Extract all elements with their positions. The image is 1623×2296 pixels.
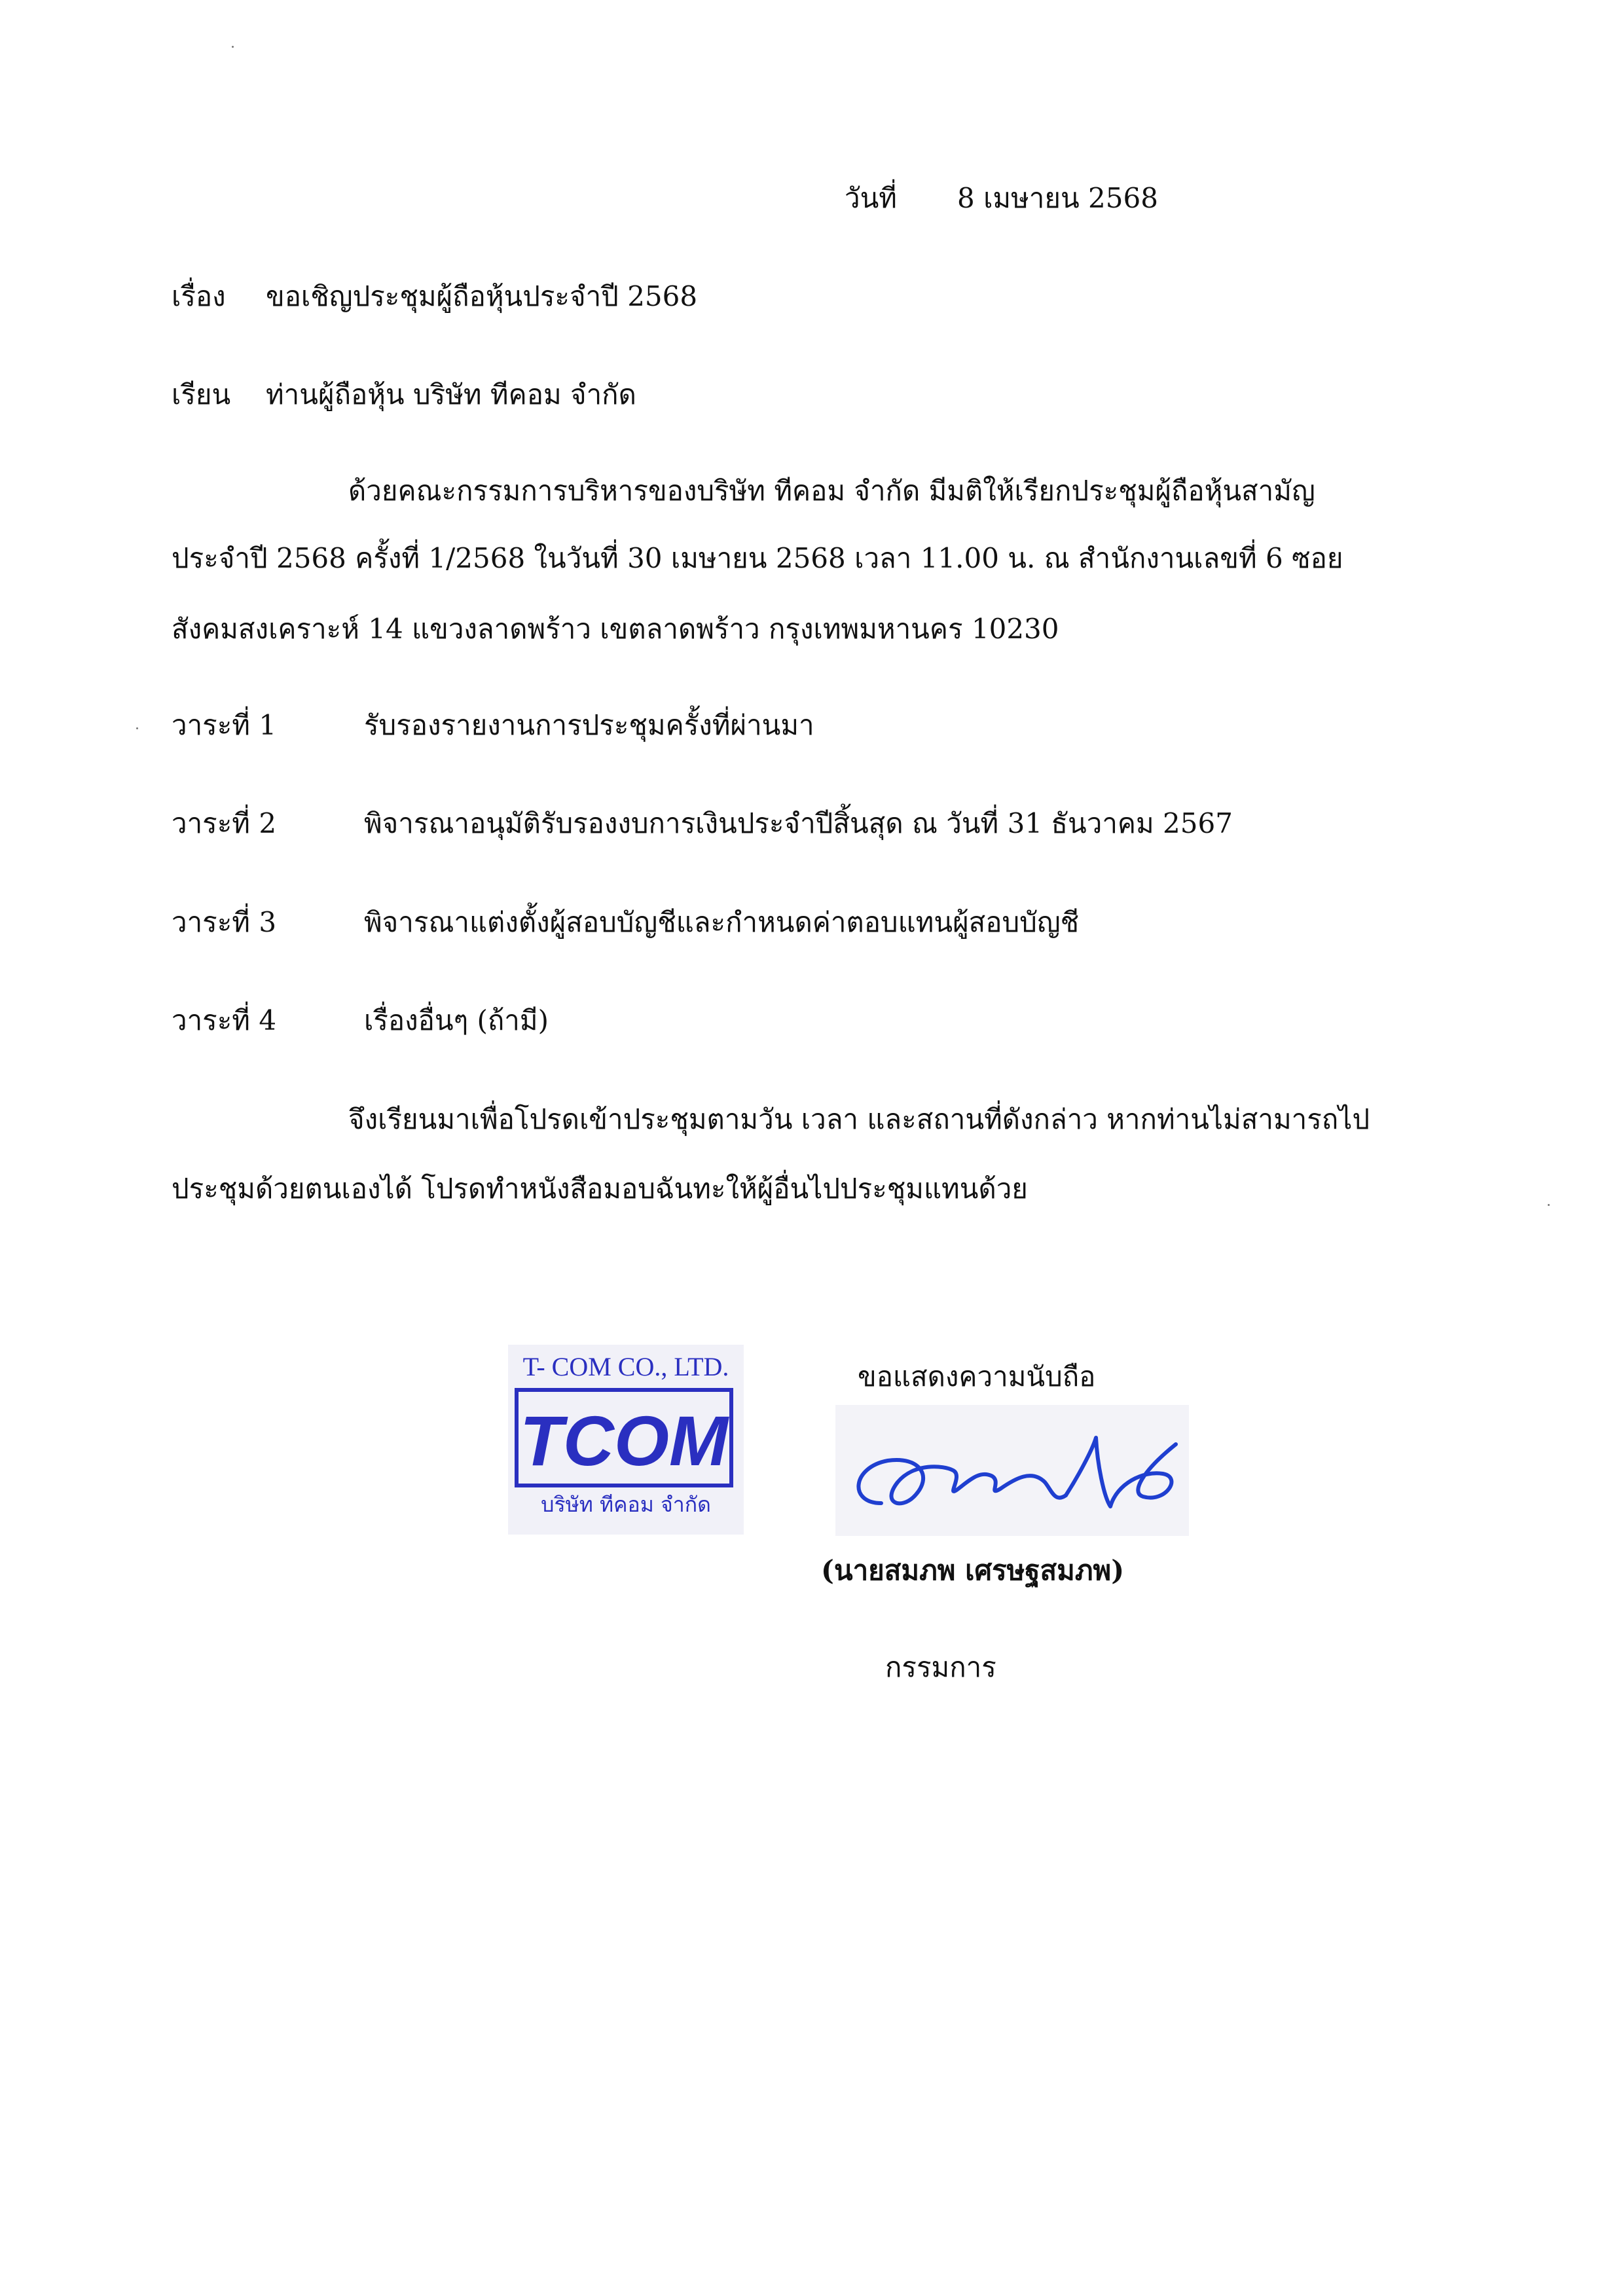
agenda-item-text: รับรองรายงานการประชุมครั้งที่ผ่านมา [364, 709, 814, 741]
recipient-text: ท่านผู้ถือหุ้น บริษัท ทีคอม จำกัด [266, 378, 636, 410]
page-speck [136, 727, 138, 729]
page-speck [232, 46, 234, 48]
subject-text: ขอเชิญประชุมผู้ถือหุ้นประจำปี 2568 [266, 280, 698, 312]
date-value: 8 เมษายน 2568 [957, 182, 1158, 214]
closing-paragraph-line: จึงเรียนมาเพื่อโปรดเข้าประชุมตามวัน เวลา และสถานที่ดังกล่าว หากท่านไม่สามารถไป [348, 1103, 1370, 1135]
page-speck [1548, 1204, 1550, 1206]
signer-title: กรรมการ [885, 1651, 996, 1683]
agenda-item-text: พิจารณาอนุมัติรับรองงบการเงินประจำปีสิ้นสุด ณ วันที่ 31 ธันวาคม 2567 [364, 807, 1233, 839]
subject-label: เรื่อง [172, 280, 226, 312]
agenda-item-label: วาระที่ 4 [172, 1004, 277, 1036]
stamp-logo-text: TCOM [520, 1401, 728, 1480]
company-stamp [508, 1345, 744, 1535]
regards-text: ขอแสดงความนับถือ [858, 1360, 1096, 1393]
date-label: วันที่ [845, 182, 897, 214]
signer-name: (นายสมภพ เศรษฐสมภพ) [821, 1554, 1125, 1586]
recipient-label: เรียน [172, 378, 231, 410]
agenda-item-text: พิจารณาแต่งตั้งผู้สอบบัญชีและกำหนดค่าตอบแทนผู้สอบบัญชี [364, 906, 1080, 938]
body-paragraph-line: สังคมสงเคราะห์ 14 แขวงลาดพร้าว เขตลาดพร้าว กรุงเทพมหานคร 10230 [172, 613, 1059, 645]
agenda-item-label: วาระที่ 2 [172, 807, 277, 839]
closing-paragraph-line: ประชุมด้วยตนเองได้ โปรดทำหนังสือมอบฉันทะให้ผู้อื่นไปประชุมแทนด้วย [172, 1173, 1028, 1205]
agenda-item-label: วาระที่ 3 [172, 906, 277, 938]
agenda-item-text: เรื่องอื่นๆ (ถ้ามี) [364, 1004, 549, 1036]
stamp-logo [515, 1388, 733, 1487]
body-paragraph-line: ประจำปี 2568 ครั้งที่ 1/2568 ในวันที่ 30 เมษายน 2568 เวลา 11.00 น. ณ สำนักงานเลขที่ 6 ซอย [172, 542, 1343, 574]
body-paragraph-line: ด้วยคณะกรรมการบริหารของบริษัท ทีคอม จำกัด มีมติให้เรียกประชุมผู้ถือหุ้นสามัญ [348, 475, 1315, 507]
stamp-company-en: T- COM CO., LTD. [522, 1352, 729, 1381]
stamp-company-th: บริษัท ทีคอม จำกัด [541, 1492, 711, 1517]
signature [835, 1405, 1189, 1536]
agenda-item-label: วาระที่ 1 [172, 709, 277, 741]
